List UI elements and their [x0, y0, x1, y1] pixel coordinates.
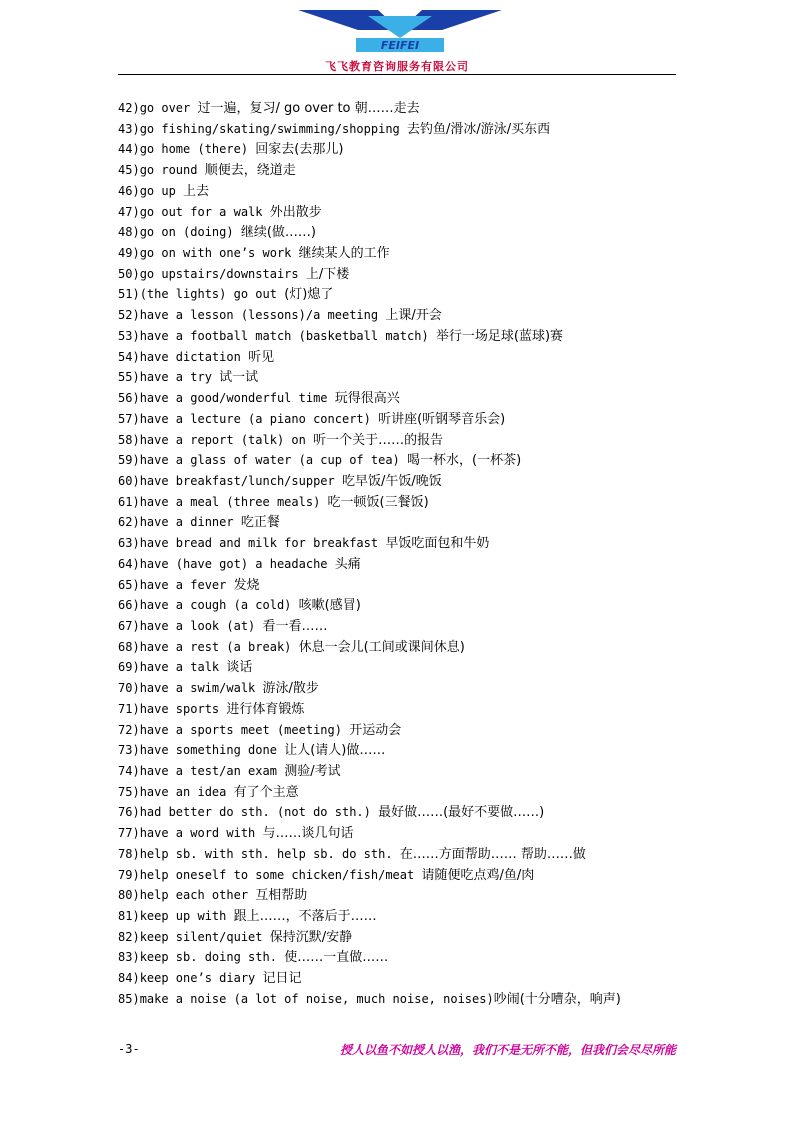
- entry-english: have a good/wonderful time: [139, 391, 335, 406]
- entry-number: 55): [118, 370, 140, 385]
- entry-number: 80): [118, 888, 140, 903]
- entry-chinese: 喝一杯水，(一杯茶): [407, 453, 522, 469]
- entry-number: 71): [118, 701, 140, 716]
- entry-english: have something done: [139, 743, 285, 758]
- entry-english: have a glass of water (a cup of tea): [139, 453, 407, 468]
- phrase-entry: [118, 471, 718, 492]
- entry-english: had better do sth. (not do sth.): [139, 805, 379, 820]
- phrase-entry: [118, 160, 718, 181]
- phrase-entry: [118, 927, 718, 948]
- entry-chinese: 吵闹(十分嘈杂，响声): [493, 991, 621, 1007]
- phrase-entry: [118, 865, 718, 886]
- entry-chinese: 头痛: [334, 556, 361, 572]
- phrase-entry: [118, 222, 718, 243]
- entry-number: 56): [118, 391, 140, 406]
- phrase-entry: [118, 450, 718, 471]
- entry-english: have dictation: [139, 349, 249, 364]
- entry-english: have a football match (basketball match): [139, 328, 436, 343]
- entry-english: keep sb. doing sth.: [139, 950, 285, 965]
- entry-english: have a try: [139, 370, 220, 385]
- phrase-entry: [118, 492, 718, 513]
- phrase-entry: [118, 802, 718, 823]
- entry-english: have a rest (a break): [139, 639, 299, 654]
- page-number: -3-: [118, 1042, 140, 1056]
- entry-number: 59): [118, 453, 140, 468]
- entry-chinese: 上课/开会: [385, 308, 442, 324]
- entry-english: have an idea: [139, 784, 234, 799]
- entry-chinese: 开运动会: [349, 722, 402, 738]
- entry-chinese: 举行一场足球(蓝球)赛: [435, 328, 564, 344]
- entry-number: 66): [118, 598, 140, 613]
- phrase-entry: [118, 388, 718, 409]
- entry-chinese: 咳嗽(感冒): [298, 598, 361, 614]
- phrase-entry: [118, 98, 718, 119]
- phrase-entry: [118, 139, 718, 160]
- entry-number: 45): [118, 163, 140, 178]
- entry-chinese: 在……方面帮助…… 帮助……做: [399, 846, 586, 862]
- entry-chinese: 听一个关于……的报告: [313, 432, 444, 448]
- entry-chinese: 进行体育锻炼: [226, 701, 305, 717]
- entry-chinese: 去钓鱼/滑冰/游泳/买东西: [407, 121, 551, 137]
- entry-chinese: 试一试: [219, 370, 259, 386]
- phrase-entry: [118, 782, 718, 803]
- phrase-entry: [118, 575, 718, 596]
- entry-chinese: 过一遍，复习/ go over to 朝……走去: [197, 101, 420, 116]
- entry-english: have a fever: [139, 577, 234, 592]
- entry-number: 50): [118, 266, 140, 281]
- phrase-entry: [118, 430, 718, 451]
- entry-number: 69): [118, 660, 140, 675]
- logo-text: FEIFEI: [380, 39, 420, 52]
- entry-chinese: 外出散步: [269, 204, 322, 220]
- phrase-entry: [118, 554, 718, 575]
- entry-english: have breakfast/lunch/supper: [139, 473, 342, 488]
- entry-chinese: 保持沉默/安静: [269, 929, 353, 945]
- entry-chinese: 让人(请人)做……: [284, 743, 386, 759]
- entry-english: have a sports meet (meeting): [139, 722, 350, 737]
- entry-number: 83): [118, 950, 140, 965]
- company-logo: [298, 8, 502, 54]
- phrase-entry: [118, 740, 718, 761]
- entry-number: 78): [118, 846, 140, 861]
- entry-chinese: 顺便去，绕道走: [204, 163, 296, 179]
- entry-number: 57): [118, 411, 140, 426]
- entry-chinese: 早饭吃面包和牛奶: [385, 536, 490, 552]
- phrase-entry: [118, 512, 718, 533]
- entry-number: 70): [118, 681, 140, 696]
- phrase-entry: [118, 906, 718, 927]
- entry-chinese: 最好做……(最好不要做……): [378, 805, 545, 821]
- phrase-entry: [118, 264, 718, 285]
- entry-number: 53): [118, 328, 140, 343]
- entry-number: 82): [118, 929, 140, 944]
- entry-english: have a swim/walk: [139, 681, 263, 696]
- phrase-entry: [118, 202, 718, 223]
- entry-chinese: 谈话: [226, 660, 253, 676]
- phrase-entry: [118, 657, 718, 678]
- entry-english: have a lecture (a piano concert): [139, 411, 379, 426]
- entry-number: 77): [118, 826, 140, 841]
- entry-chinese: 与……谈几句话: [262, 826, 354, 842]
- entry-english: have a talk: [139, 660, 227, 675]
- phrase-entry: [118, 119, 718, 140]
- entry-english: help each other: [139, 888, 256, 903]
- entry-number: 84): [118, 971, 140, 986]
- entry-chinese: 游泳/散步: [262, 681, 319, 697]
- entry-chinese: 有了个主意: [233, 784, 299, 800]
- company-name: 飞飞教育咨询服务有限公司: [325, 60, 469, 73]
- entry-chinese: 跟上……，不落后于……: [233, 909, 377, 925]
- phrase-entry: [118, 367, 718, 388]
- entry-number: 42): [118, 101, 140, 115]
- entry-english: have a report (talk) on: [139, 432, 314, 447]
- phrase-entry: [118, 409, 718, 430]
- entry-english: have a word with: [139, 826, 263, 841]
- entry-english: go home (there): [139, 142, 256, 157]
- entry-chinese: 听见: [248, 349, 275, 365]
- entry-english: have a look (at): [139, 618, 263, 633]
- entry-number: 72): [118, 722, 140, 737]
- entry-number: 79): [118, 867, 140, 882]
- entry-chinese: 记日记: [262, 971, 302, 987]
- phrase-entry: [118, 305, 718, 326]
- entry-english: go on (doing): [139, 225, 241, 240]
- phrase-entry: [118, 181, 718, 202]
- phrase-entry: [118, 989, 718, 1010]
- phrase-entry: [118, 823, 718, 844]
- entry-english: go fishing/skating/swimming/shopping: [139, 121, 407, 136]
- entry-number: 67): [118, 618, 140, 633]
- entry-number: 44): [118, 142, 140, 157]
- footer-motto: 授人以鱼不如授人以渔，我们不是无所不能，但我们会尽尽所能: [339, 1043, 676, 1057]
- entry-chinese: 上/下楼: [305, 266, 350, 282]
- entry-number: 62): [118, 515, 140, 530]
- phrase-entry: [118, 326, 718, 347]
- entry-english: help oneself to some chicken/fish/meat: [139, 867, 422, 882]
- entry-chinese: 听讲座(听钢琴音乐会): [378, 411, 506, 427]
- entry-english: keep one’s diary: [139, 971, 263, 986]
- phrase-entry: [118, 720, 718, 741]
- phrase-list: [118, 98, 718, 1010]
- header-divider: [118, 74, 676, 75]
- entry-chinese: 继续(做……): [240, 225, 316, 241]
- entry-number: 49): [118, 246, 140, 261]
- phrase-entry: [118, 678, 718, 699]
- entry-english: go out for a walk: [139, 204, 270, 219]
- entry-english: keep silent/quiet: [139, 929, 270, 944]
- phrase-entry: [118, 347, 718, 368]
- entry-english: keep up with: [139, 909, 234, 924]
- entry-chinese: 使……一直做……: [284, 950, 389, 966]
- phrase-entry: [118, 968, 718, 989]
- phrase-entry: [118, 637, 718, 658]
- phrase-entry: [118, 533, 718, 554]
- phrase-entry: [118, 947, 718, 968]
- entry-chinese: 吃早饭/午饭/晚饭: [341, 473, 442, 489]
- entry-number: 64): [118, 556, 140, 571]
- entry-english: have (have got) a headache: [139, 556, 335, 571]
- entry-number: 43): [118, 121, 140, 136]
- entry-english: have sports: [139, 701, 227, 716]
- entry-english: go round: [139, 163, 205, 178]
- entry-chinese: 测验/考试: [284, 764, 341, 779]
- entry-number: 75): [118, 784, 140, 799]
- entry-english: have a meal (three meals): [139, 494, 328, 509]
- entry-english: have a cough (a cold): [139, 598, 299, 613]
- entry-number: 46): [118, 183, 140, 198]
- entry-english: go over: [139, 101, 198, 115]
- entry-chinese: 回家去(去那儿): [255, 142, 344, 158]
- entry-number: 52): [118, 308, 140, 323]
- entry-chinese: 玩得很高兴: [334, 391, 400, 407]
- entry-number: 68): [118, 639, 140, 654]
- entry-number: 76): [118, 805, 140, 820]
- entry-english: help sb. with sth. help sb. do sth.: [139, 846, 400, 861]
- phrase-entry: [118, 885, 718, 906]
- entry-chinese: 互相帮助: [255, 888, 308, 904]
- entry-chinese: (灯)熄了: [284, 287, 334, 303]
- entry-english: (the lights) go out: [139, 287, 285, 302]
- entry-chinese: 休息一会儿(工间或课间休息): [298, 639, 465, 655]
- entry-number: 51): [118, 287, 140, 302]
- entry-number: 74): [118, 764, 140, 778]
- entry-number: 47): [118, 204, 140, 219]
- entry-number: 58): [118, 432, 140, 447]
- entry-chinese: 看一看……: [262, 618, 328, 634]
- entry-number: 61): [118, 494, 140, 509]
- entry-chinese: 上去: [183, 183, 210, 199]
- entry-number: 85): [118, 991, 140, 1006]
- phrase-entry: [118, 616, 718, 637]
- entry-chinese: 吃一顿饭(三餐饭): [327, 494, 429, 510]
- entry-english: have a dinner: [139, 515, 241, 530]
- phrase-entry: [118, 699, 718, 720]
- phrase-entry: [118, 595, 718, 616]
- phrase-entry: [118, 284, 718, 305]
- phrase-entry: [118, 761, 718, 782]
- entry-number: 60): [118, 473, 140, 488]
- entry-english: go upstairs/downstairs: [139, 266, 306, 281]
- entry-english: have a test/an exam: [139, 764, 285, 778]
- entry-number: 54): [118, 349, 140, 364]
- entry-number: 63): [118, 536, 140, 551]
- phrase-entry: [118, 844, 718, 865]
- entry-english: go on with one’s work: [139, 246, 299, 261]
- entry-number: 65): [118, 577, 140, 592]
- entry-chinese: 发烧: [233, 577, 260, 593]
- entry-number: 48): [118, 225, 140, 240]
- entry-english: go up: [139, 183, 184, 198]
- entry-chinese: 请随便吃点鸡/鱼/肉: [421, 867, 535, 883]
- entry-english: have a lesson (lessons)/a meeting: [139, 308, 386, 323]
- phrase-entry: [118, 243, 718, 264]
- entry-chinese: 继续某人的工作: [298, 246, 390, 262]
- entry-english: have bread and milk for breakfast: [139, 536, 386, 551]
- entry-number: 81): [118, 909, 140, 924]
- entry-number: 73): [118, 743, 140, 758]
- entry-chinese: 吃正餐: [240, 515, 280, 531]
- entry-english: make a noise (a lot of noise, much noise, noises): [139, 991, 494, 1006]
